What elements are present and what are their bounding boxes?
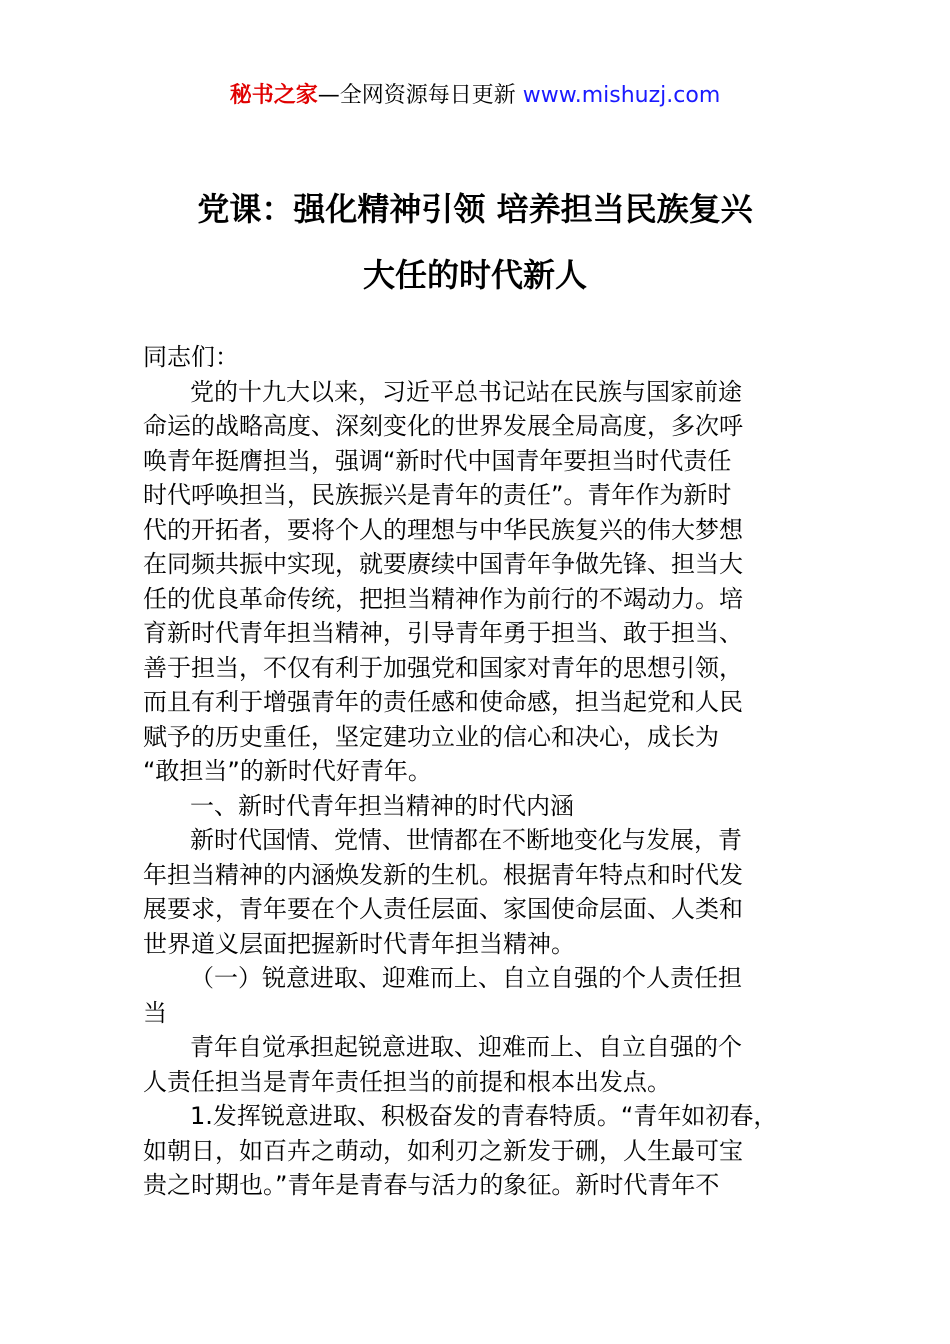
paragraph-line: 新时代国情、党情、世情都在不断地变化与发展，青 — [190, 826, 742, 854]
site-header — [0, 80, 950, 112]
paragraph-line: 而且有利于增强青年的责任感和使命感，担当起党和人民 — [143, 688, 743, 716]
paragraph-line: 代的开拓者，要将个人的理想与中华民族复兴的伟大梦想 — [143, 515, 743, 544]
paragraph-line: 人责任担当是青年责任担当的前提和根本出发点。 — [143, 1067, 671, 1096]
paragraph-line: 青年自觉承担起锐意进取、迎难而上、自立自强的个 — [190, 1033, 742, 1061]
paragraph-line: 任的优良革命传统，把担当精神作为前行的不竭动力。培 — [143, 584, 743, 613]
paragraph-line: 善于担当，不仅有利于加强党和国家对青年的思想引领， — [143, 653, 743, 682]
document-body — [143, 340, 843, 1203]
paragraph-line: 党的十九大以来，习近平总书记站在民族与国家前途 — [190, 377, 742, 406]
document-title — [100, 176, 850, 308]
paragraph-line: 在同频共振中实现，就要赓续中国青年争做先锋、担当大 — [143, 550, 743, 578]
paragraph-line: “敢担当”的新时代好青年。 — [143, 757, 432, 785]
site-url-link[interactable]: www.mishuzj.com — [522, 83, 721, 108]
subsection-heading: （一）锐意进取、迎难而上、自立自强的个人责任担 — [190, 964, 742, 992]
title-line-1: 党课：强化精神引领 培养担当民族复兴 — [197, 190, 753, 228]
paragraph-line: 赋予的历史重任，坚定建功立业的信心和决心，成长为 — [143, 722, 719, 751]
site-tagline: —全网资源每日更新 — [317, 83, 523, 108]
paragraph-line: 命运的战略高度、深刻变化的世界发展全局高度，多次呼 — [143, 412, 743, 440]
section-heading: 一、新时代青年担当精神的时代内涵 — [190, 791, 574, 820]
paragraph-line: 如朝日，如百卉之萌动，如利刃之新发于硎，人生最可宝 — [143, 1136, 743, 1165]
salutation: 同志们： — [143, 343, 239, 371]
paragraph-line: 世界道义层面把握新时代青年担当精神。 — [143, 929, 575, 958]
subsection-heading-cont: 当 — [143, 998, 167, 1027]
title-line-2: 大任的时代新人 — [362, 256, 587, 294]
paragraph-line: 唤青年挺膺担当，强调“新时代中国青年要担当时代责任 — [143, 446, 732, 475]
paragraph-line: 1.发挥锐意进取、积极奋发的青春特质。“青年如初春， — [190, 1102, 778, 1130]
paragraph-line: 年担当精神的内涵焕发新的生机。根据青年特点和时代发 — [143, 860, 743, 889]
paragraph-line: 贵之时期也。”青年是青春与活力的象征。新时代青年不 — [143, 1171, 720, 1199]
paragraph-line: 展要求，青年要在个人责任层面、家国使命层面、人类和 — [143, 895, 743, 923]
paragraph-line: 时代呼唤担当，民族振兴是青年的责任”。青年作为新时 — [143, 481, 732, 509]
paragraph-line: 育新时代青年担当精神，引导青年勇于担当、敢于担当、 — [143, 619, 743, 647]
site-brand: 秘书之家 — [229, 83, 318, 108]
